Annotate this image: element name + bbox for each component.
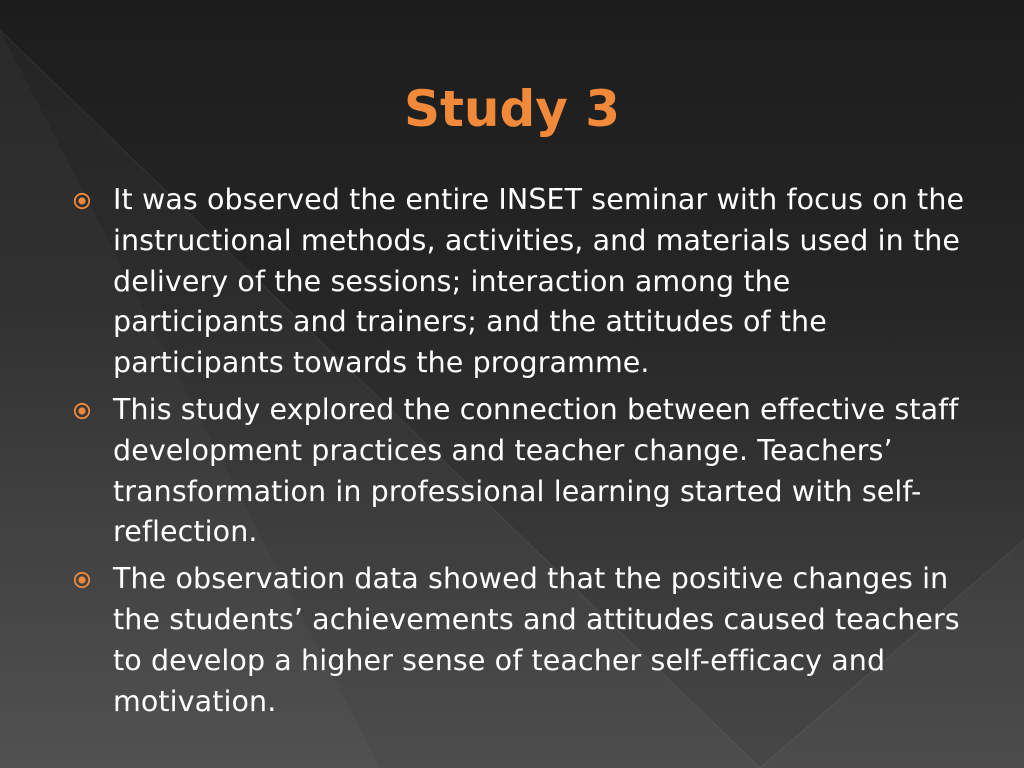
- circled-dot-icon: [73, 402, 91, 420]
- slide-title: Study 3: [403, 80, 621, 138]
- bullet-text: The observation data showed that the positive changes in the students’ achievements and attitudes caused teachers to develop a higher sense of teacher self-efficacy and motivation.: [113, 562, 960, 718]
- bullet-item: [66, 559, 966, 722]
- circled-dot-icon: [73, 192, 91, 210]
- bullet-list: [66, 180, 966, 728]
- bullet-text: It was observed the entire INSET seminar with focus on the instructional methods, activities, and materials used in the delivery of the sessions; interaction among the participants and trainers; and the attitudes of the participants towards the programme.: [113, 183, 965, 380]
- bullet-item: [66, 390, 966, 553]
- bullet-text: This study explored the connection between effective staff development practices and teacher change. Teachers’ transformation in professional learning started with self-reflection.: [113, 392, 959, 549]
- circled-dot-icon: [73, 571, 91, 589]
- bullet-item: [66, 180, 966, 384]
